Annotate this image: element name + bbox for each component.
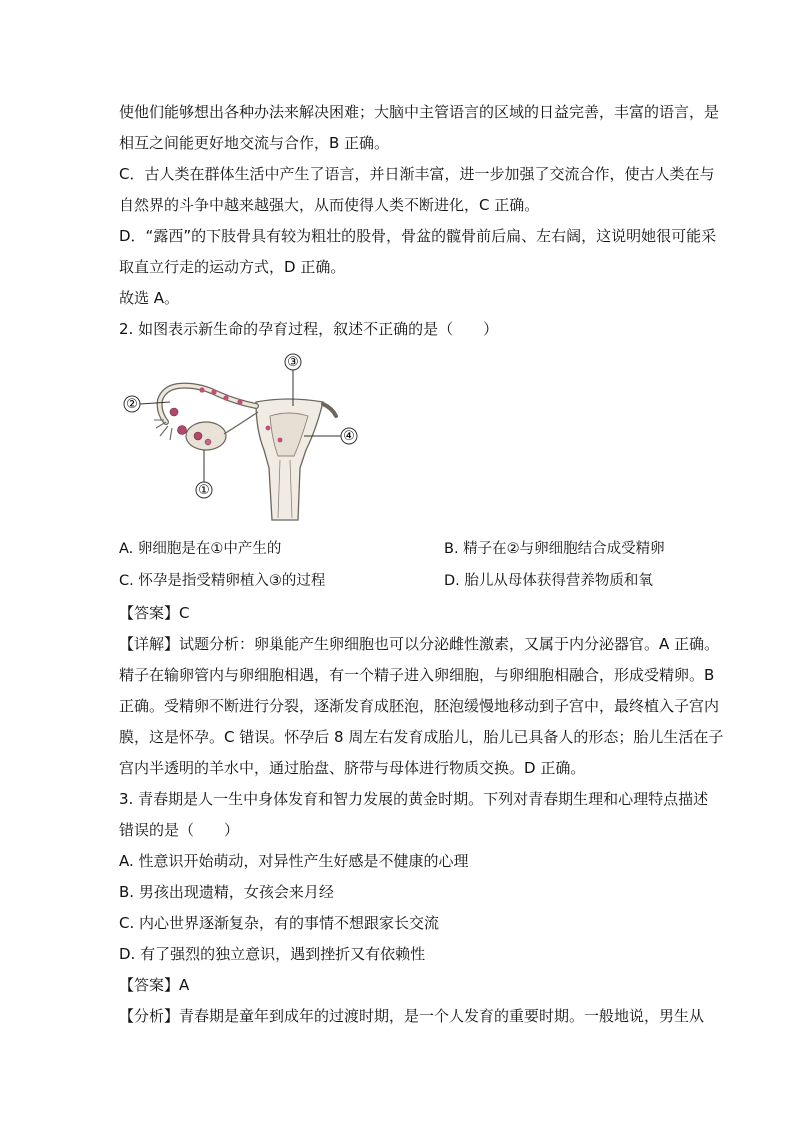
question-3-stem: 错误的是（ ） bbox=[119, 821, 240, 839]
text-line: 取直立行走的运动方式，D 正确。 bbox=[119, 258, 346, 276]
q3-option-b: B. 男孩出现遗精，女孩会来月经 bbox=[119, 883, 334, 901]
text-line: 相互之间能更好地交流与合作，B 正确。 bbox=[119, 134, 390, 152]
label-2: ② bbox=[126, 397, 138, 412]
text-line: D．“露西”的下肢骨具有较为粗壮的股骨，骨盆的髋骨前后扁、左右阔，这说明她很可能采 bbox=[119, 227, 717, 245]
label-3: ③ bbox=[287, 355, 299, 370]
label-1: ① bbox=[198, 483, 210, 498]
q2-option-a: A. 卵细胞是在①中产生的 bbox=[119, 541, 282, 557]
q3-option-a: A. 性意识开始萌动，对异性产生好感是不健康的心理 bbox=[119, 852, 469, 870]
q3-option-d: D. 有了强烈的独立意识，遇到挫折又有依赖性 bbox=[119, 945, 426, 963]
q2-answer: 【答案】C bbox=[119, 604, 190, 622]
q2-option-b: B. 精子在②与卵细胞结合成受精卵 bbox=[444, 541, 665, 557]
q3-answer: 【答案】A bbox=[119, 976, 190, 994]
q2-explanation-line: 宫内半透明的羊水中，通过胎盘、脐带与母体进行物质交换。D 正确。 bbox=[119, 759, 586, 777]
q2-option-d: D. 胎儿从母体获得营养物质和氧 bbox=[444, 573, 653, 589]
text-line: 使他们能够想出各种办法来解决困难；大脑中主管语言的区域的日益完善，丰富的语言，是 bbox=[119, 103, 720, 121]
q2-option-c: C. 怀孕是指受精卵植入③的过程 bbox=[119, 573, 326, 589]
ovary-shape bbox=[186, 422, 226, 450]
q2-explanation-line: 膜，这是怀孕。C 错误。怀孕后 8 周左右发育成胎儿，胎儿已具备人的形态；胎儿生活在子 bbox=[119, 728, 724, 746]
q2-explanation-line: 精子在输卵管内与卵细胞相遇，有一个精子进入卵细胞，与卵细胞相融合，形成受精卵。B bbox=[119, 666, 715, 684]
female-reproductive-system-diagram bbox=[118, 350, 358, 530]
q3-option-c: C. 内心世界逐渐复杂，有的事情不想跟家长交流 bbox=[119, 914, 440, 932]
q3-analysis-line: 【分析】青春期是童年到成年的过渡时期，是一个人发育的重要时期。一般地说，男生从 bbox=[119, 1007, 705, 1025]
text-line: 自然界的斗争中越来越强大，从而使得人类不断进化，C 正确。 bbox=[119, 196, 540, 214]
q2-explanation-line: 【详解】试题分析：卵巢能产生卵细胞也可以分泌雌性激素，又属于内分泌器官。A 正确。 bbox=[119, 635, 720, 653]
q2-explanation-line: 正确。受精卵不断进行分裂，逐渐发育成胚泡，胚泡缓慢地移动到子宫中，最终植入子宫内 bbox=[119, 697, 720, 715]
text-line: 故选 A。 bbox=[119, 289, 180, 307]
question-3-stem: 3. 青春期是人一生中身体发育和智力发展的黄金时期。下列对青春期生理和心理特点描述 bbox=[119, 790, 709, 808]
label-4: ④ bbox=[343, 429, 355, 444]
question-2-stem: 2. 如图表示新生命的孕育过程，叙述不正确的是（ ） bbox=[119, 320, 499, 338]
text-line: C．古人类在群体生活中产生了语言，并日渐丰富，进一步加强了交流合作，使古人类在与 bbox=[119, 165, 715, 183]
